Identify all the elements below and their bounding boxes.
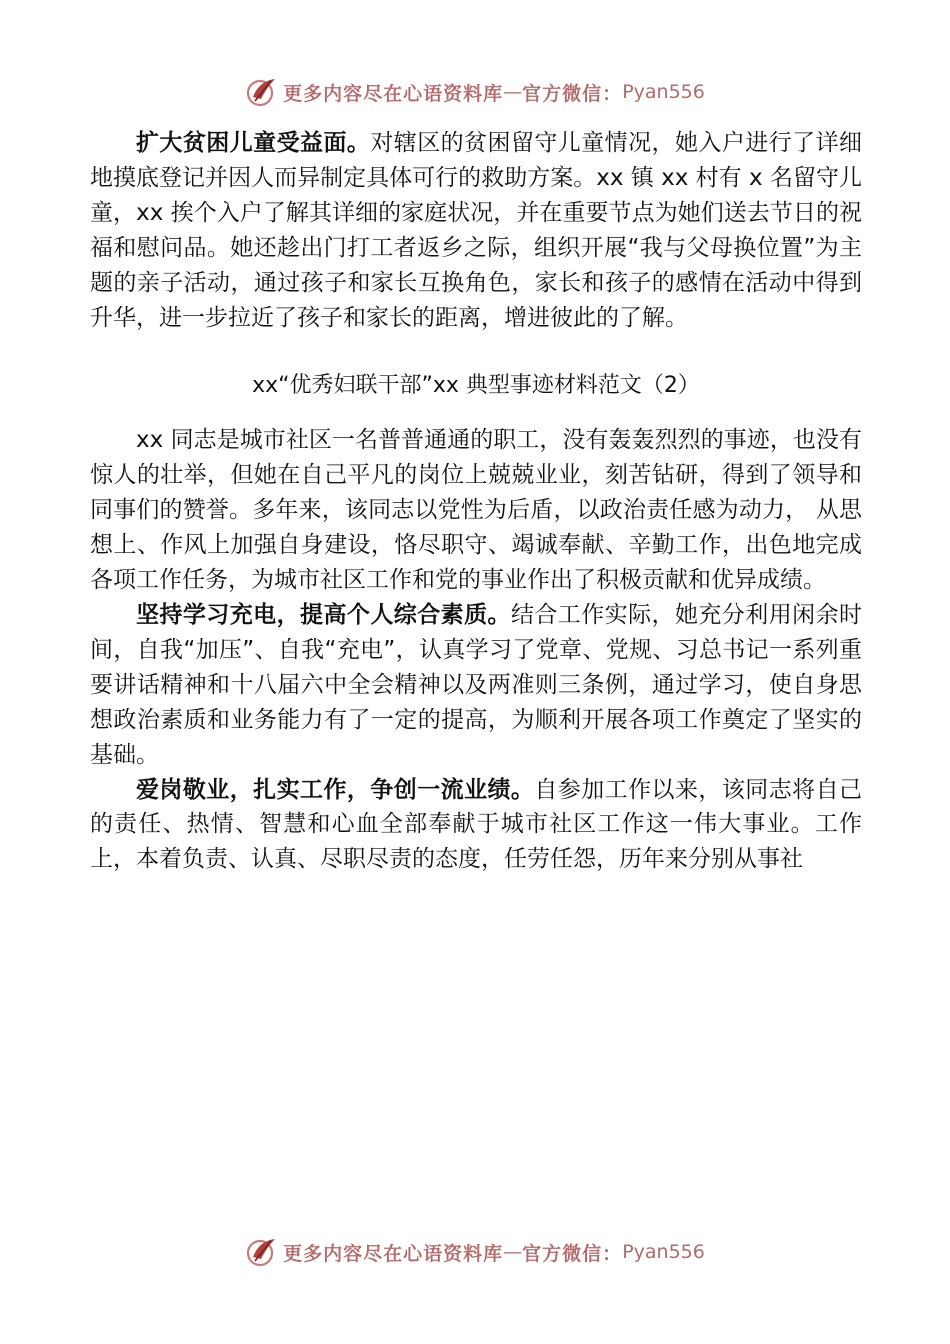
logo-icon xyxy=(245,75,279,109)
watermark-separator: — xyxy=(503,81,523,103)
document-body xyxy=(90,126,862,877)
paragraph-lead: 爱岗敬业，扎实工作，争创一流业绩。 xyxy=(136,776,535,803)
header-watermark xyxy=(0,72,950,112)
watermark-id: Pyan556 xyxy=(622,1241,705,1263)
paragraph xyxy=(90,423,862,598)
paragraph-text: 对辖区的贫困留守儿童情况，她入户进行了详细地摸底登记并因人而异制定具体可行的救助方案。xx 镇 xx 村有 x 名留守儿童，xx 挨个入户了解其详细的家庭状况，并在重要节点为她们送去节日的祝福和慰问品。她还趁出门打工者返乡之际，组织开展“我与父母换位置”为主题的亲子活动，通过孩子和家长互换角色，家长和孩子的感情在活动中得到升华，进一步拉近了孩子和家长的距离，增进彼此的了解。 xyxy=(90,130,863,331)
paragraph xyxy=(90,598,862,773)
logo-icon xyxy=(245,1235,279,1269)
paragraph xyxy=(90,773,862,878)
paragraph-lead: 扩大贫困儿童受益面。 xyxy=(136,130,371,156)
paragraph xyxy=(90,126,862,335)
footer-watermark xyxy=(0,1232,950,1272)
watermark-text: 更多内容尽在心语资料库 xyxy=(283,1242,504,1265)
paragraph-text: 自参加工作以来，该同志将自己的责任、热情、智慧和心血全部奉献于城市社区工作这一伟大事业。工作上，本着负责、认真、尽职尽责的态度，任劳任怨，历年来分别从事社 xyxy=(90,776,863,873)
watermark-label: 官方微信： xyxy=(522,82,623,105)
watermark-label: 官方微信： xyxy=(522,1242,623,1265)
watermark-text: 更多内容尽在心语资料库 xyxy=(283,82,504,105)
watermark-id: Pyan556 xyxy=(622,81,705,103)
paragraph-lead: 坚持学习充电，提高个人综合素质。 xyxy=(136,601,511,628)
paragraph-text: 结合工作实际，她充分利用闲余时间，自我“加压”、自我“充电”，认真学习了党章、党规、习总书记一系列重要讲话精神和十八届六中全会精神以及两准则三条例，通过学习，使自身思想政治素质和业务能力有了一定的提高，为顺利开展各项工作奠定了坚实的基础。 xyxy=(90,601,863,768)
section-title: xx“优秀妇联干部”xx 典型事迹材料范文（2） xyxy=(252,373,700,399)
paragraph-text: xx 同志是城市社区一名普普通通的职工，没有轰轰烈烈的事迹，也没有惊人的壮举，但她在自己平凡的岗位上兢兢业业，刻苦钻研，得到了领导和同事们的赞誉。多年来，该同志以党性为后盾，以政治责任感为动力， 从思想上、作风上加强自身建设，恪尽职守、竭诚奉献、辛勤工作，出色地完成各项工作任务，为城市社区工作和党的事业作出了积极贡献和优异成绩。 xyxy=(90,427,862,594)
watermark-separator: — xyxy=(503,1241,523,1263)
